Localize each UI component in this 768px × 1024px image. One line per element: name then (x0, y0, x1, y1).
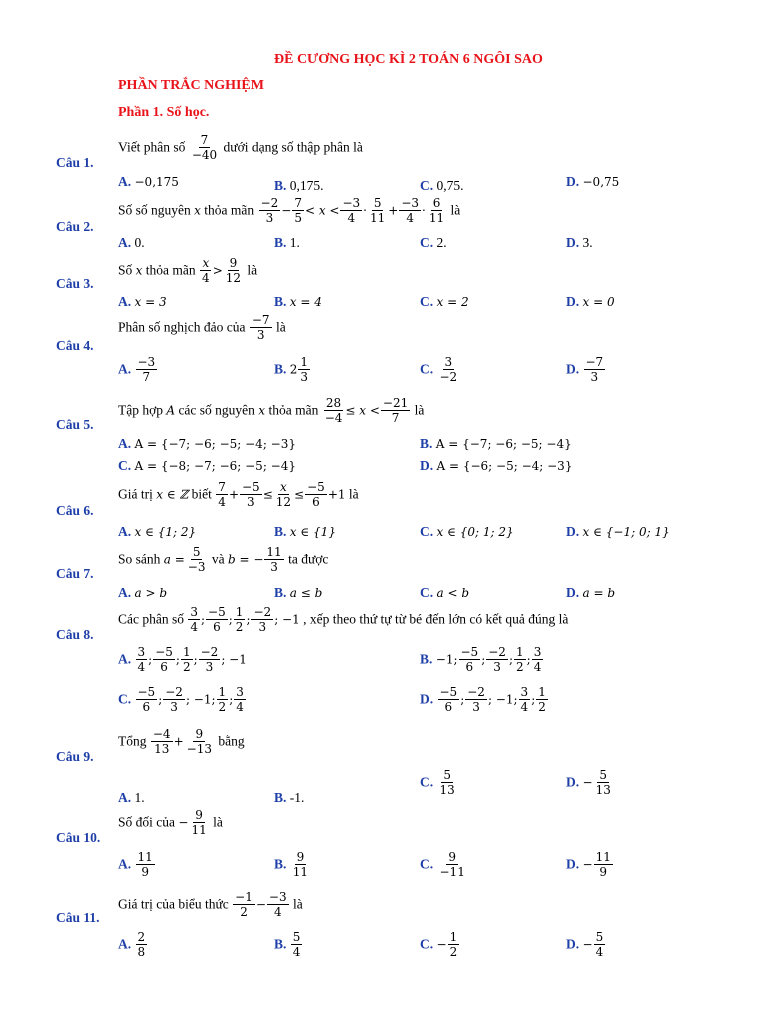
answer-a (118, 436, 296, 452)
text-segment: , xếp theo thứ tự từ bé đến lớn có kết quả đúng là (303, 611, 569, 627)
question-text: Giá trị x ∈ ℤ biết $\frac{7}{4}$ + $\frac{-5}{3}$ ≤ $\frac{x}{12}$ ≤ $\frac{-5}{6}$ +1 là (118, 480, 359, 509)
answer-a (118, 585, 167, 601)
option-label: A. (118, 790, 132, 805)
text-segment: Phân số nghịch đảo của (118, 319, 246, 335)
option-value: x ∈ {1; 2} (134, 525, 197, 539)
fraction: $\frac{-3}{4}$ (401, 196, 420, 225)
text-segment: các số nguyên (178, 402, 255, 418)
fraction: $\frac{-7}{3}$ (585, 355, 604, 384)
text-segment: ta được (288, 551, 329, 567)
option-label: C. (420, 856, 434, 872)
answer-a (118, 524, 196, 540)
question-text (118, 133, 363, 162)
answer-d: D. − $\frac{5}{4}$ (566, 930, 604, 959)
option-label: C. (420, 294, 434, 309)
question-number: Câu 1. (56, 155, 94, 170)
option-value: x = 3 (134, 295, 167, 309)
answer-d (566, 174, 619, 190)
answer-b (420, 436, 572, 452)
option-value: x = 2 (436, 295, 469, 309)
answer-b: B. −1; $\frac{-5}{6}$ ; $\frac{-2}{3}$ ; $\frac{1}{2}$ ; $\frac{3}{4}$ (420, 645, 542, 674)
fraction: $\frac{5}{11}$ (370, 196, 386, 225)
answer-c (420, 178, 464, 194)
answer-a: A. $\frac{11}{9}$ (118, 850, 153, 879)
answer-d (566, 524, 670, 540)
fraction (190, 133, 219, 162)
answer-c: C. − $\frac{1}{2}$ (420, 930, 458, 959)
option-label: C. (420, 936, 434, 952)
document-title: ĐỀ CƯƠNG HỌC KÌ 2 TOÁN 6 NGÔI SAO (274, 52, 543, 67)
text-segment: Số đối của (118, 814, 175, 830)
answer-c (420, 524, 514, 540)
answer-d: D. − $\frac{5}{13}$ (566, 768, 611, 797)
option-label: A. (118, 936, 132, 952)
text-segment: là (213, 814, 223, 830)
question-text: So sánh a = $\frac{5}{-3}$ và b = − $\frac{11}{3}$ ta được (118, 545, 329, 574)
text-segment: Giá trị (118, 486, 153, 502)
option-label: B. (420, 651, 433, 667)
fraction: $\frac{7}{4}$ (218, 480, 226, 509)
option-label: B. (274, 294, 287, 309)
answer-a (118, 174, 179, 190)
fraction: $\frac{-3}{7}$ (137, 355, 156, 384)
text-segment: Tập hợp (118, 402, 164, 418)
question-number: Câu 2. (56, 219, 94, 234)
fraction: $\frac{6}{11}$ (428, 196, 445, 225)
fraction: $\frac{x}{4}$ (202, 256, 210, 285)
math-var: x (135, 263, 143, 278)
text-segment: thỏa mãn (268, 402, 319, 418)
option-label: A. (118, 585, 132, 600)
question-text: Số số nguyên x thỏa mãn $\frac{-2}{3}$ − $\frac{7}{5}$ < x < $\frac{-3}{4}$ · $\frac{5}{11}$ + $\frac{-3}{4}$ · $\frac{6}{11}$ là (118, 196, 461, 225)
option-label: D. (566, 774, 580, 790)
option-label: C. (420, 235, 434, 250)
answer-d (566, 585, 615, 601)
option-label: D. (566, 235, 580, 250)
option-value: 0. (134, 235, 145, 250)
option-label: B. (274, 585, 287, 600)
option-label: B. (420, 436, 433, 451)
answer-c (420, 355, 460, 384)
question-number: Câu 7. (56, 566, 94, 581)
option-label: A. (118, 361, 132, 377)
denominator: −40 (191, 148, 218, 162)
option-label: B. (274, 361, 287, 377)
text-segment: là (247, 262, 258, 278)
answer-a (118, 790, 145, 806)
answer-a (118, 355, 158, 384)
question-text: Tổng $\frac{-4}{13}$ + $\frac{9}{-13}$ bằng (118, 727, 245, 756)
option-value: −0,75 (582, 175, 620, 189)
text-segment: Số (118, 262, 133, 278)
answer-b (274, 524, 336, 540)
fraction: $\frac{-3}{4}$ (342, 196, 361, 225)
option-value: x ∈ {−1; 0; 1} (582, 525, 670, 539)
option-label: B. (274, 790, 287, 805)
option-value: A = {−6; −5; −4; −3} (436, 459, 573, 473)
answer-b: B. $\frac{5}{4}$ (274, 930, 301, 959)
text-segment: dưới dạng số thập phân là (223, 139, 363, 155)
option-value: a ≤ b (289, 586, 323, 600)
math-var: x (258, 403, 266, 418)
option-value: 3. (582, 235, 593, 250)
question-text: Các phân số $\frac{3}{4}$ ; $\frac{-5}{6}$ ; $\frac{1}{2}$ ; $\frac{-2}{3}$ ; −1 , xếp theo thứ tự từ bé đến lớn có kết quả đúng là (118, 605, 569, 634)
answer-b (274, 790, 304, 806)
option-label: D. (566, 294, 580, 309)
question-text: Số đối của − $\frac{9}{11}$ là (118, 808, 223, 837)
option-value: A = {−8; −7; −6; −5; −4} (134, 459, 296, 473)
answer-b: B. 2 $\frac{1}{3}$ (274, 355, 309, 384)
text-segment: là (414, 402, 425, 418)
answer-c (118, 458, 296, 474)
math-expression: x ∈ ℤ (156, 487, 189, 502)
fraction: $\frac{-21}{7}$ (382, 396, 409, 425)
option-label: B. (274, 856, 287, 872)
question-text: Số x thỏa mãn $\frac{x}{4}$ > $\frac{9}{12}$ là (118, 256, 258, 285)
fraction: $\frac{-2}{3}$ (260, 196, 279, 225)
option-label: A. (118, 651, 132, 667)
text-segment: và (211, 551, 225, 567)
option-label: B. (274, 936, 287, 952)
option-value: x = 0 (582, 295, 615, 309)
answer-a: A. $\frac{2}{8}$ (118, 930, 146, 959)
option-value: -1. (289, 790, 305, 805)
option-label: C. (420, 361, 434, 377)
answer-d (566, 235, 593, 251)
option-value: x ∈ {1} (289, 525, 336, 539)
question-number: Câu 5. (56, 417, 94, 432)
option-label: C. (118, 691, 132, 707)
option-label: A. (118, 524, 132, 539)
fraction: $\frac{9}{12}$ (225, 256, 242, 285)
option-label: D. (566, 856, 580, 872)
option-value: −0,175 (134, 175, 179, 189)
fraction: $\frac{3}{-2}$ (439, 355, 458, 384)
math-var: A (166, 403, 176, 418)
question-text: Giá trị của biểu thức $\frac{-1}{2}$ − $\frac{-3}{4}$ là (118, 890, 303, 919)
fraction: $\frac{7}{5}$ (294, 196, 302, 225)
option-value: a < b (436, 586, 470, 600)
text-segment: là (450, 202, 461, 218)
answer-b (274, 178, 324, 194)
answer-a: A. $\frac{3}{4}$ ; $\frac{-5}{6}$ ; $\frac{1}{2}$ ; $\frac{-2}{3}$ ; −1 (118, 645, 247, 674)
text-segment: Giá trị của biểu thức (118, 896, 229, 912)
option-label: A. (118, 294, 132, 309)
question-number: Câu 10. (56, 830, 101, 845)
option-value: 1. (289, 235, 300, 250)
question-number: Câu 6. (56, 503, 94, 518)
option-label: D. (420, 458, 434, 473)
text-segment: So sánh (118, 551, 161, 567)
answer-c (420, 585, 469, 601)
option-value: 1. (134, 790, 145, 805)
question-number: Câu 8. (56, 627, 94, 642)
question-text (118, 313, 286, 342)
text-segment: là (293, 896, 303, 912)
answer-c (420, 235, 447, 251)
option-label: C. (420, 524, 434, 539)
answer-a (118, 235, 145, 251)
question-number: Câu 9. (56, 749, 94, 764)
option-label: B. (274, 524, 287, 539)
option-label: C. (420, 774, 434, 790)
answer-c: C. $\frac{-5}{6}$ ; $\frac{-2}{3}$ ; −1; $\frac{1}{2}$ ; $\frac{3}{4}$ (118, 685, 244, 714)
option-value: A = {−7; −6; −5; −4; −3} (134, 437, 296, 451)
question-number: Câu 3. (56, 276, 94, 291)
text-segment: là (348, 486, 359, 502)
option-value: 2. (436, 235, 447, 250)
answer-b: B. $\frac{9}{11}$ (274, 850, 309, 879)
fraction: $\frac{-5}{6}$ (307, 480, 325, 509)
option-label: A. (118, 235, 132, 250)
text-segment: là (275, 319, 286, 335)
option-label: D. (566, 524, 580, 539)
answer-d (420, 458, 572, 474)
answer-d: D. − $\frac{11}{9}$ (566, 850, 611, 879)
option-label: A. (118, 174, 132, 189)
answer-c (420, 294, 469, 310)
option-label: A. (118, 856, 132, 872)
question-number: Câu 4. (56, 338, 94, 353)
math-var: x (194, 203, 201, 218)
option-label: B. (274, 178, 287, 193)
answer-d (566, 294, 615, 310)
part-heading: Phần 1. Số học. (118, 105, 210, 120)
text-segment: Tổng (118, 733, 147, 749)
answer-c: C. $\frac{5}{13}$ (420, 768, 455, 797)
text-segment: thỏa mãn (145, 262, 196, 278)
text-segment: Viết phân số (118, 139, 186, 155)
option-value: a = b (582, 586, 616, 600)
section-heading: PHẦN TRẮC NGHIỆM (118, 78, 264, 93)
option-label: D. (420, 691, 434, 707)
option-label: C. (118, 458, 132, 473)
fraction: $\frac{5}{-3}$ (187, 545, 206, 574)
option-value: 0,175. (289, 178, 324, 193)
answer-d: D. $\frac{-5}{6}$ ; $\frac{-2}{3}$ ; −1; $\frac{3}{4}$ ; $\frac{1}{2}$ (420, 685, 546, 714)
fraction: $\frac{x}{12}$ (275, 480, 292, 509)
text-segment: biết (191, 486, 212, 502)
answer-c: C. $\frac{9}{-11}$ (420, 850, 465, 879)
question-text: Tập hợp A các số nguyên x thỏa mãn $\frac{28}{-4}$ ≤ x < $\frac{-21}{7}$ là (118, 396, 425, 425)
answer-b (274, 585, 322, 601)
fraction: $\frac{28}{-4}$ (324, 396, 343, 425)
answer-a (118, 294, 167, 310)
fraction: $\frac{11}{3}$ (266, 545, 282, 574)
numerator: 7 (200, 133, 209, 147)
answer-d (566, 355, 606, 384)
fraction: $\frac{1}{3}$ (300, 355, 309, 384)
text-segment: Các phân số (118, 611, 184, 627)
option-label: D. (566, 936, 580, 952)
option-label: D. (566, 361, 580, 377)
question-number: Câu 11. (56, 910, 100, 925)
answer-b (274, 235, 300, 251)
option-label: A. (118, 436, 132, 451)
answer-b (274, 294, 322, 310)
option-value: x ∈ {0; 1; 2} (436, 525, 514, 539)
option-label: C. (420, 585, 434, 600)
fraction: $\frac{-7}{3}$ (251, 313, 270, 342)
option-label: D. (566, 174, 580, 189)
option-label: B. (274, 235, 287, 250)
option-value: A = {−7; −6; −5; −4} (435, 437, 572, 451)
option-value: x = 4 (289, 295, 322, 309)
option-label: C. (420, 178, 434, 193)
option-label: D. (566, 585, 580, 600)
option-value: 0,75. (436, 178, 464, 193)
text-segment: thỏa mãn (204, 202, 255, 218)
text-segment: bằng (218, 733, 245, 749)
option-value: a > b (134, 586, 168, 600)
text-segment: Số số nguyên (118, 202, 191, 218)
fraction: $\frac{-5}{3}$ (242, 480, 260, 509)
